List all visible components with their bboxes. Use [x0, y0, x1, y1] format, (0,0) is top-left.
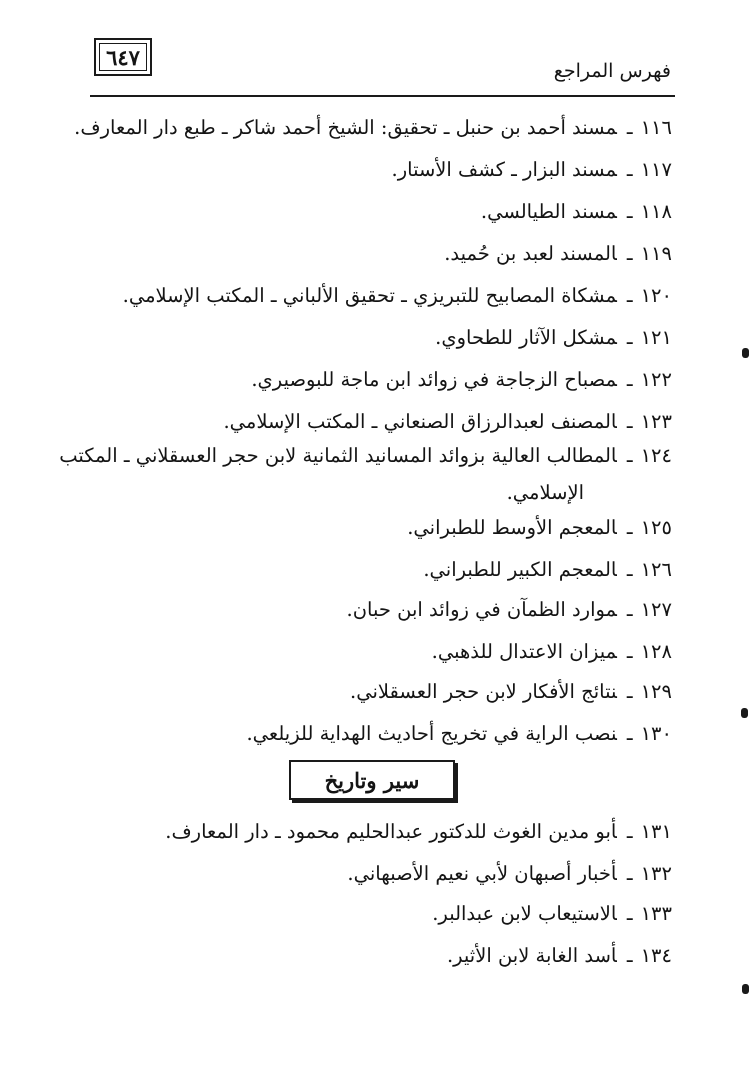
entry-text: أبو مدين الغوث للدكتور عبدالحليم محمود ـ دار المعارف.: [165, 820, 617, 843]
section-title: سير وتاريخ: [324, 767, 420, 793]
entry-text: المعجم الأوسط للطبراني.: [407, 516, 617, 539]
section-heading-box: [289, 760, 455, 800]
entry-number: ١٢٤: [640, 444, 672, 467]
entry-number: ١٣٤: [640, 944, 672, 967]
entry-text: المصنف لعبدالرزاق الصنعاني ـ المكتب الإسلامي.: [223, 410, 617, 433]
header-rule: [90, 95, 675, 97]
page-number-frame: [94, 38, 152, 76]
entry-text: مسند الطيالسي.: [480, 200, 617, 223]
entry-118: ١١٨ـمسند الطيالسي.: [480, 200, 672, 223]
entry-number: ١٣٢: [640, 862, 672, 885]
scan-mark: [741, 708, 748, 718]
entry-text: مشكاة المصابيح للتبريزي ـ تحقيق الألباني ـ المكتب الإسلامي.: [122, 284, 617, 307]
entry-text: مسند أحمد بن حنبل ـ تحقيق: الشيخ أحمد شاكر ـ طبع دار المعارف.: [74, 116, 617, 139]
entry-124: ١٢٤ـالمطالب العالية بزوائد المسانيد الثمانية لابن حجر العسقلاني ـ المكتب الإسلامي.: [59, 444, 672, 504]
entry-number: ١٢٧: [640, 598, 672, 621]
entry-133: ١٣٣ـالاستيعاب لابن عبدالبر.: [432, 902, 672, 925]
entry-number: ١٢٦: [640, 558, 672, 581]
entry-text: المعجم الكبير للطبراني.: [423, 558, 617, 581]
entry-text: نصب الراية في تخريج أحاديث الهداية للزيلعي.: [246, 722, 617, 745]
entry-text-continuation: الإسلامي.: [506, 481, 584, 504]
entry-134: ١٣٤ـأسد الغابة لابن الأثير.: [446, 944, 672, 967]
entry-125: ١٢٥ـالمعجم الأوسط للطبراني.: [407, 516, 672, 539]
entry-120: ١٢٠ـمشكاة المصابيح للتبريزي ـ تحقيق الألباني ـ المكتب الإسلامي.: [122, 284, 672, 307]
entry-129: ١٢٩ـنتائج الأفكار لابن حجر العسقلاني.: [350, 680, 672, 703]
entry-number: ١٢٩: [640, 680, 672, 703]
entry-number: ١١٦: [640, 116, 672, 139]
entry-number: ١٢٢: [640, 368, 672, 391]
entry-132: ١٣٢ـأخبار أصبهان لأبي نعيم الأصبهاني.: [347, 862, 672, 885]
entry-text: مشكل الآثار للطحاوي.: [435, 326, 617, 349]
entry-number: ١١٩: [640, 242, 672, 265]
entry-number: ١٢٨: [640, 640, 672, 663]
entry-number: ١٢٥: [640, 516, 672, 539]
entry-number: ١٣٣: [640, 902, 672, 925]
entry-text: مسند البزار ـ كشف الأستار.: [391, 158, 617, 181]
entry-number: ١١٨: [640, 200, 672, 223]
entry-121: ١٢١ـمشكل الآثار للطحاوي.: [435, 326, 672, 349]
entry-text: أخبار أصبهان لأبي نعيم الأصبهاني.: [347, 862, 617, 885]
entry-text: مصباح الزجاجة في زوائد ابن ماجة للبوصيري.: [251, 368, 617, 391]
header-title: فهرس المراجع: [553, 60, 671, 82]
entry-text: أسد الغابة لابن الأثير.: [446, 944, 617, 967]
entry-number: ١٣٠: [640, 722, 672, 745]
entry-128: ١٢٨ـميزان الاعتدال للذهبي.: [431, 640, 672, 663]
entry-127: ١٢٧ـموارد الظمآن في زوائد ابن حبان.: [346, 598, 672, 621]
entry-131: ١٣١ـأبو مدين الغوث للدكتور عبدالحليم محمود ـ دار المعارف.: [165, 820, 672, 843]
page-header: [90, 38, 675, 94]
entry-text: موارد الظمآن في زوائد ابن حبان.: [346, 598, 617, 621]
scan-mark: [742, 348, 749, 358]
entry-122: ١٢٢ـمصباح الزجاجة في زوائد ابن ماجة للبوصيري.: [251, 368, 672, 391]
entry-text: نتائج الأفكار لابن حجر العسقلاني.: [350, 680, 617, 703]
entry-116: ١١٦ـمسند أحمد بن حنبل ـ تحقيق: الشيخ أحمد شاكر ـ طبع دار المعارف.: [74, 116, 672, 139]
entry-119: ١١٩ـالمسند لعبد بن حُميد.: [444, 242, 672, 265]
entry-text: ميزان الاعتدال للذهبي.: [431, 640, 617, 663]
entry-text: المطالب العالية بزوائد المسانيد الثمانية لابن حجر العسقلاني ـ المكتب: [59, 444, 617, 467]
entry-117: ١١٧ـمسند البزار ـ كشف الأستار.: [391, 158, 672, 181]
entry-text: الاستيعاب لابن عبدالبر.: [432, 902, 617, 925]
entry-text: المسند لعبد بن حُميد.: [444, 242, 617, 265]
entry-number: ١٢٣: [640, 410, 672, 433]
entry-130: ١٣٠ـنصب الراية في تخريج أحاديث الهداية للزيلعي.: [246, 722, 672, 745]
entry-123: ١٢٣ـالمصنف لعبدالرزاق الصنعاني ـ المكتب الإسلامي.: [223, 410, 672, 433]
entry-126: ١٢٦ـالمعجم الكبير للطبراني.: [423, 558, 672, 581]
entry-number: ١١٧: [640, 158, 672, 181]
scan-mark: [742, 984, 749, 994]
entry-number: ١٢٠: [640, 284, 672, 307]
entry-number: ١٣١: [640, 820, 672, 843]
page-number: ٦٤٧: [103, 45, 143, 70]
entry-number: ١٢١: [640, 326, 672, 349]
